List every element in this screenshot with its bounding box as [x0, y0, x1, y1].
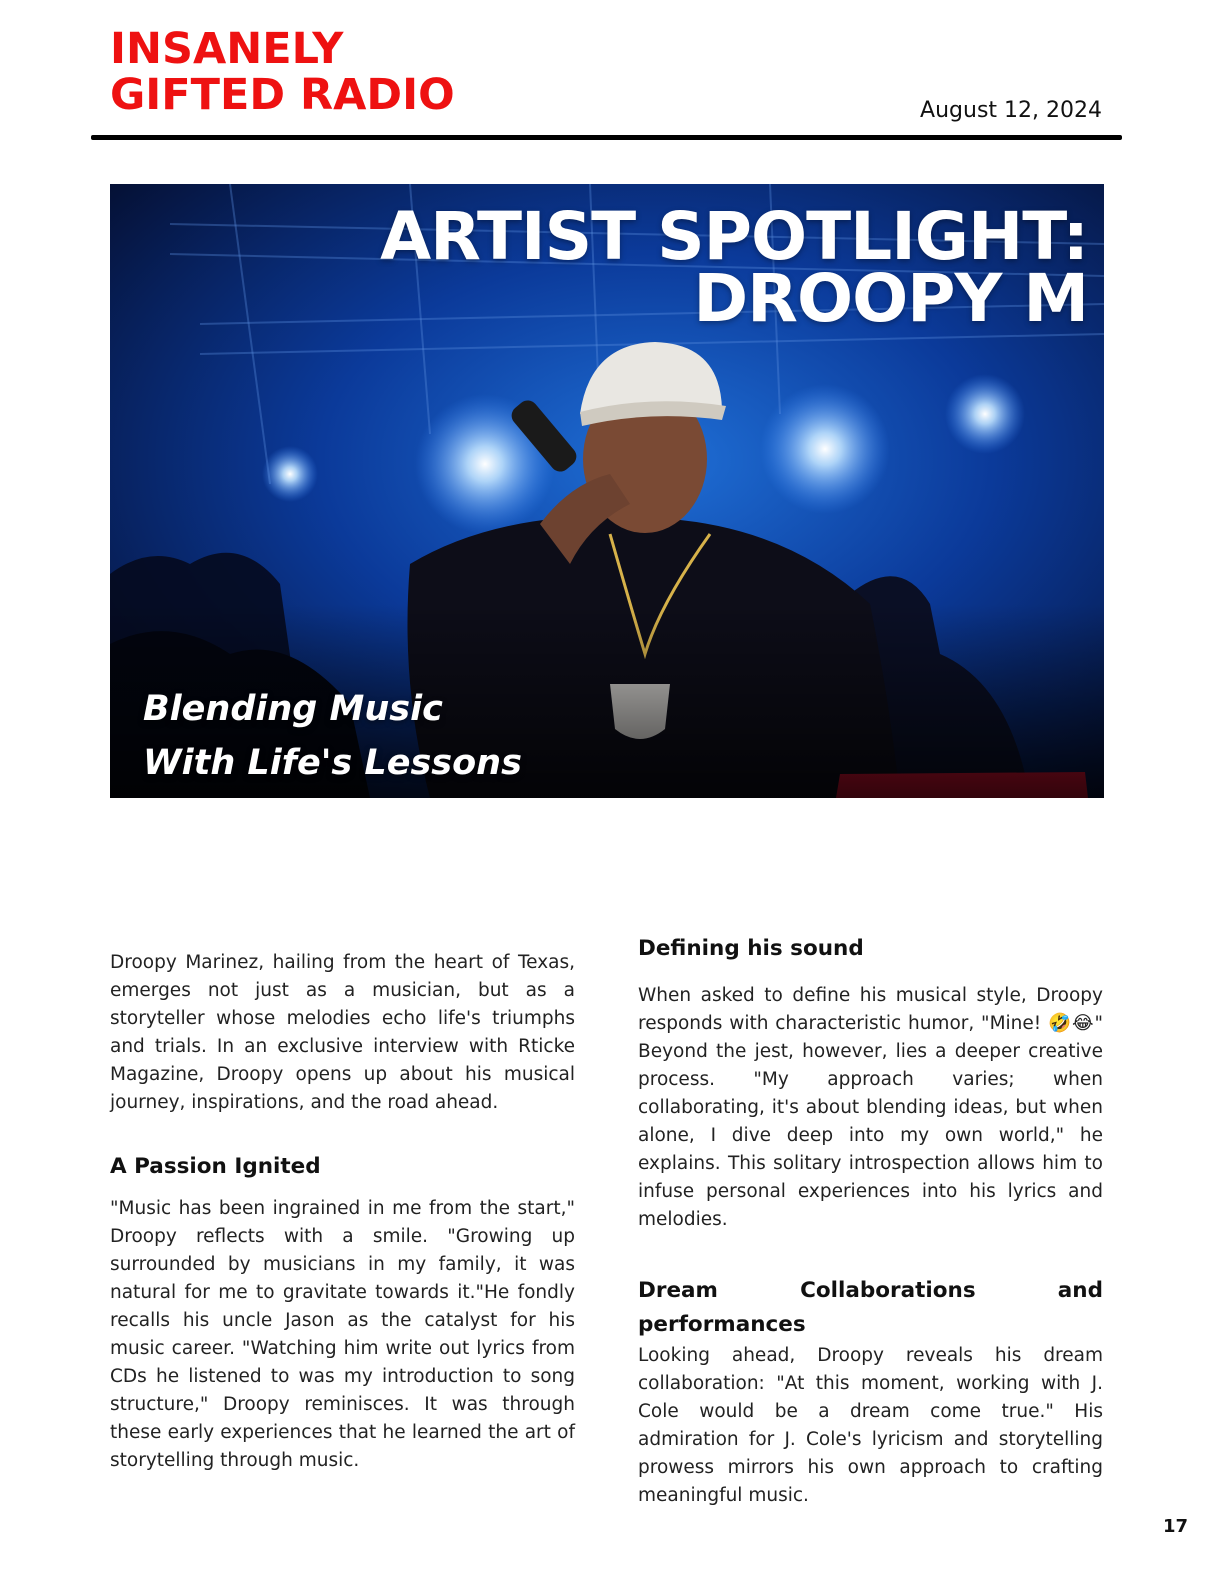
brand-line-2: GIFTED RADIO: [110, 70, 455, 120]
intro-paragraph: Droopy Marinez, hailing from the heart of Texas, emerges not just as a musician, but as a storyteller whose melodies echo life's triumphs and trials. In an exclusive interview with Rticke Magazine, Droopy opens up about his musical journey, inspirations, and the road ahead.: [110, 952, 575, 1113]
hero-title-line-2: DROOPY M: [693, 260, 1088, 337]
page-number: 17: [1162, 1516, 1188, 1537]
stage-light-icon: [945, 374, 1025, 454]
article-left-column: [110, 949, 575, 1475]
section-body-dream: Looking ahead, Droopy reveals his dream collaboration: "At this moment, working with J. Cole would be a dream come true." His admiration for J. Cole's lyricism and storytelling prowess mirrors his own approach to crafting meaningful music.: [638, 1345, 1103, 1506]
brand-logo: [110, 26, 455, 118]
hero-subtitle-line-2: With Life's Lessons: [143, 743, 522, 783]
stage-light-icon: [760, 384, 890, 514]
hero-title-line-1: ARTIST SPOTLIGHT:: [380, 198, 1088, 275]
article-right-column: [638, 932, 1103, 1510]
section-heading-sound: Defining his sound: [638, 936, 864, 961]
brand-line-1: INSANELY: [110, 24, 344, 74]
hero-subtitle-line-1: Blending Music: [143, 689, 443, 729]
section-body-passion: "Music has been ingrained in me from the start," Droopy reflects with a smile. "Growing up surrounded by musicians in my family, it was natural for me to gravitate towards it."He fondly recalls his uncle Jason as the catalyst for his music career. "Watching him write out lyrics from CDs he listened to was my introduction to song structure," Droopy reminisces. It was through these early experiences that he learned the art of storytelling through music.: [110, 1198, 575, 1471]
section-body-sound: When asked to define his musical style, Droopy responds with characteristic humor, "Mine! 🤣😂" Beyond the jest, however, lies a deeper creative process. "My approach varies; when collaborating, it's about blending ideas, but when alone, I dive deep into my own world," he explains. This solitary introspection allows him to infuse personal experiences into his lyrics and melodies.: [638, 985, 1103, 1230]
stage-light-icon: [262, 446, 318, 502]
section-heading-dream: Dream Collaborations and performances: [638, 1278, 1103, 1337]
issue-date: August 12, 2024: [920, 98, 1102, 123]
section-heading-passion: A Passion Ignited: [110, 1154, 321, 1179]
hero-banner: [110, 184, 1104, 798]
hero-title: [380, 198, 1088, 337]
hero-subtitle: [143, 682, 522, 790]
header-divider: [91, 135, 1122, 140]
